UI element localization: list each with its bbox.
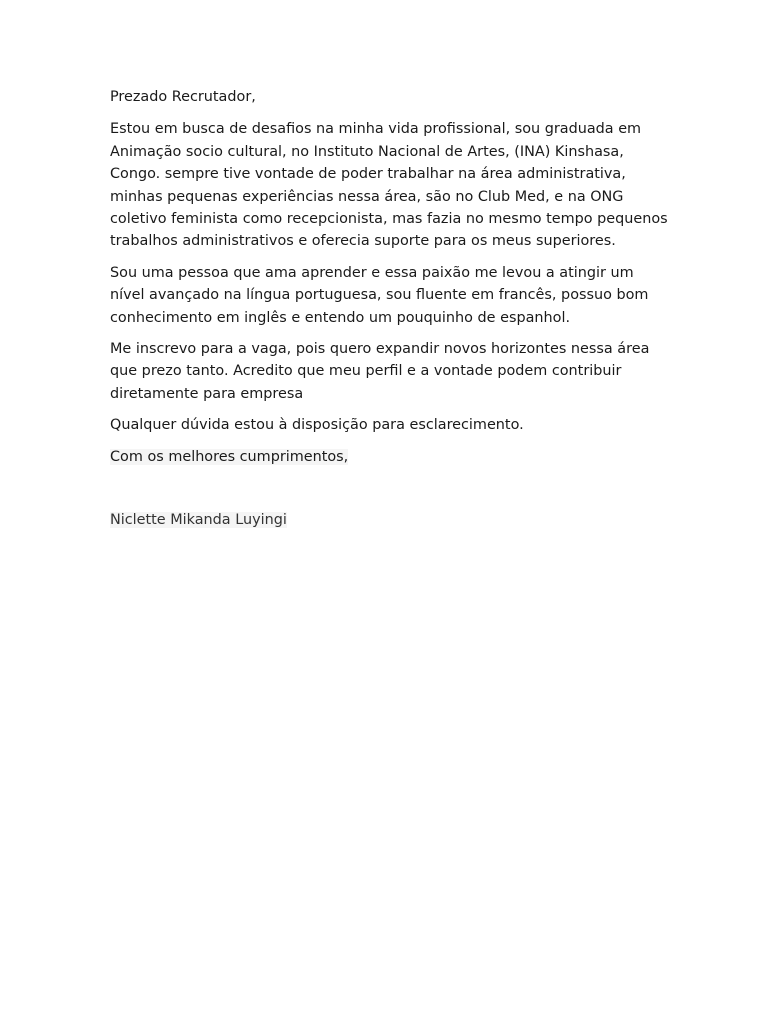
paragraph-languages: Sou uma pessoa que ama aprender e essa paixão me levou a atingir um nível avançado na língua portuguesa, sou fluente em francês, possuo bom conhecimento em inglês e entendo um pouquinho de espanhol. [110,264,649,326]
closing-text: Com os melhores cumprimentos, [110,448,349,465]
signature-name: Niclette Mikanda Luyingi [110,512,287,529]
paragraph-motivation: Me inscrevo para a vaga, pois quero expandir novos horizontes nessa área que prezo tanto. Acredito que meu perfil e a vontade podem contribuir diretamente para empresa [110,341,650,402]
paragraph-education-experience: Estou em busca de desafios na minha vida profissional, sou graduada em Animação socio cultural, no Instituto Nacional de Artes, (INA) Kinshasa, Congo. sempre tive vontade de poder trabalhar na área administrativa, minhas pequenas experiências nessa área, são no Club Med, e na ONG coletivo feminista como recepcionista, mas fazia no mesmo tempo pequenos trabalhos administrativos e oferecia suporte para os meus superiores. [110,121,668,250]
salutation: Prezado Recrutador, [110,89,256,105]
signature [110,509,670,531]
paragraph-availability: Qualquer dúvida estou à disposição para esclarecimento. [110,417,524,434]
closing-line [110,446,670,468]
cover-letter [110,86,670,541]
